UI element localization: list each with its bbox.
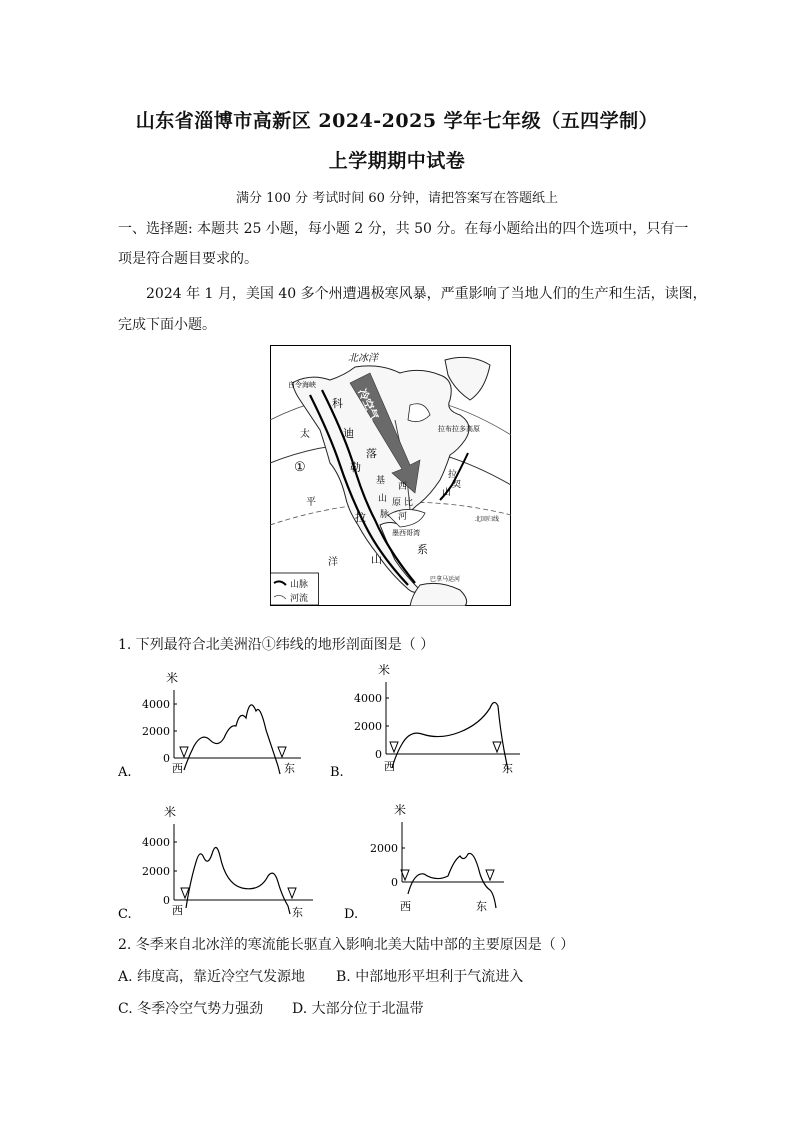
profile-d-unit: 米 xyxy=(394,803,407,817)
label-panama: 巴拿马运河 xyxy=(430,576,461,583)
section-instruction-line2: 项是符合题目要求的。 xyxy=(118,251,258,267)
page-title-line1: 山东省淄博市高新区 2024-2025 学年七年级（五四学制） xyxy=(135,110,659,132)
profile-d-tick-0: 0 xyxy=(391,876,398,889)
profile-c-unit: 米 xyxy=(164,805,177,819)
profile-c-east: 东 xyxy=(292,906,303,919)
profile-c-east-marker xyxy=(288,888,296,898)
question-2-option-b[interactable]: B. 中部地形平坦利于气流进入 xyxy=(336,969,524,985)
label-rocky-4: 拉 xyxy=(355,511,366,524)
label-rocky-3: 勒 xyxy=(350,461,361,474)
profile-a-east: 东 xyxy=(284,762,295,775)
question-2-option-c[interactable]: C. 冬季冷空气势力强劲 xyxy=(118,1001,264,1017)
label-pacific-1: 太 xyxy=(300,429,310,440)
question-2-option-a[interactable]: A. 纬度高，靠近冷空气发源地 xyxy=(118,969,306,985)
label-appal-3: 契 xyxy=(452,480,462,490)
label-plain-3: 脉 xyxy=(380,510,390,520)
label-rocky-5: 山 xyxy=(371,553,382,566)
profile-option-a[interactable] xyxy=(118,666,303,781)
question-1-stem: 1. 下列最符合北美洲沿①纬线的地形剖面图是（ ） xyxy=(118,637,435,653)
profile-b-west: 西 xyxy=(384,760,395,773)
profile-b-east: 东 xyxy=(502,762,513,775)
profile-d-letter: D. xyxy=(344,907,359,922)
exam-info: 满分 100 分 考试时间 60 分钟，请把答案写在答题纸上 xyxy=(235,191,559,206)
profile-option-b[interactable] xyxy=(330,658,525,780)
label-miss-1: 西 xyxy=(398,482,408,492)
profile-c-tick-2000: 2000 xyxy=(142,865,170,878)
label-appal-1: 拉 xyxy=(448,470,458,480)
section-instruction-line1: 一、选择题: 本题共 25 小题，每小题 2 分，共 50 分。在每小题给出的四个选项中，只有一 xyxy=(118,221,689,237)
label-pacific-3: 洋 xyxy=(328,557,338,568)
label-miss-2: 比 xyxy=(404,498,414,508)
profile-c-letter: C. xyxy=(118,907,132,922)
north-america-map xyxy=(270,345,511,606)
profile-a-tick-0: 0 xyxy=(163,752,170,765)
profile-a-west: 西 xyxy=(172,762,183,775)
profile-c-curve xyxy=(186,847,290,914)
profile-a-unit: 米 xyxy=(166,671,179,685)
label-rocky-2: 迪 xyxy=(343,427,354,440)
label-plain-2: 山 xyxy=(378,494,388,504)
profile-a-curve xyxy=(184,705,280,774)
profile-b-tick-4000: 4000 xyxy=(354,692,382,705)
profile-c-west: 西 xyxy=(172,904,183,917)
profile-b-curve xyxy=(392,702,508,770)
label-miss-4: 原 xyxy=(392,498,402,508)
label-tropic: 北回归线 xyxy=(475,516,500,523)
profile-d-east-marker xyxy=(486,870,494,880)
label-cold-air: 冷空气 xyxy=(355,386,382,423)
profile-d-east: 东 xyxy=(476,900,487,913)
label-rocky-1: 科 xyxy=(332,397,343,410)
legend-river-label: 河流 xyxy=(290,594,309,604)
page-title-line2: 上学期期中试卷 xyxy=(328,150,466,172)
profile-a-east-marker xyxy=(278,747,286,757)
label-labrador: 拉布拉多高原 xyxy=(438,425,480,433)
profile-option-c[interactable] xyxy=(118,802,318,922)
profile-b-tick-2000: 2000 xyxy=(354,720,382,733)
label-miss-3: 河 xyxy=(398,512,408,522)
profile-b-west-marker xyxy=(390,742,398,752)
label-appal-2: 山 xyxy=(442,488,452,498)
profile-c-tick-0: 0 xyxy=(163,894,170,907)
question-2-option-d[interactable]: D. 大部分位于北温带 xyxy=(292,1001,424,1017)
profile-option-d[interactable] xyxy=(344,800,514,922)
question-2-stem: 2. 冬季来自北冰洋的寒流能长驱直入影响北美大陆中部的主要原因是（ ） xyxy=(118,937,575,953)
profile-c-tick-4000: 4000 xyxy=(142,836,170,849)
label-rocky-6: 系 xyxy=(417,543,428,556)
label-bering-strait: 白令海峡 xyxy=(288,381,316,389)
profile-a-west-marker xyxy=(180,747,188,757)
profile-b-tick-0: 0 xyxy=(375,748,382,761)
profile-a-tick-4000: 4000 xyxy=(142,698,170,711)
latitude-marker-1: ① xyxy=(294,460,306,475)
profile-a-tick-2000: 2000 xyxy=(142,725,170,738)
profile-d-west: 西 xyxy=(400,900,411,913)
profile-b-east-marker xyxy=(493,742,501,752)
label-arctic-ocean: 北冰洋 xyxy=(348,353,378,364)
intro-line1: 2024 年 1 月，美国 40 多个州遭遇极寒风暴，严重影响了当地人们的生产和生活，读图， xyxy=(146,286,707,302)
label-gulf: 墨西哥湾 xyxy=(392,529,420,537)
intro-line2: 完成下面小题。 xyxy=(118,317,216,333)
profile-a-letter: A. xyxy=(118,765,132,780)
profile-d-tick-2000: 2000 xyxy=(370,842,398,855)
label-rocky-top: 落 xyxy=(366,447,377,460)
profile-b-unit: 米 xyxy=(378,663,391,677)
label-pacific-2: 平 xyxy=(306,497,316,508)
label-plain-1: 基 xyxy=(376,476,386,486)
legend-mountain-label: 山脉 xyxy=(290,580,309,590)
profile-b-letter: B. xyxy=(330,765,344,780)
